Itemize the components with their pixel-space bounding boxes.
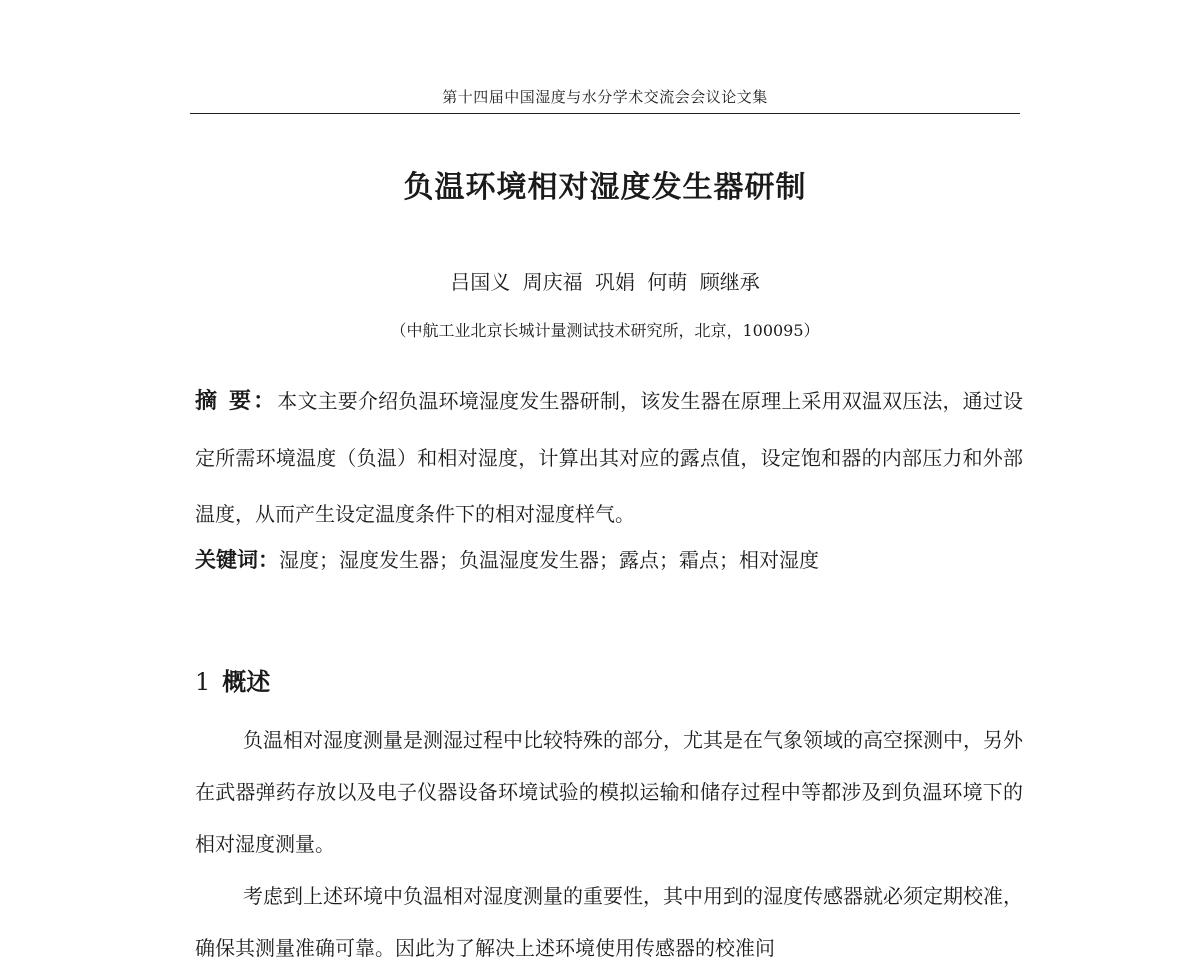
affiliation: （中航工业北京长城计量测试技术研究所，北京，100095） (390, 321, 820, 340)
section-title: 概述 (222, 668, 271, 696)
body-paragraph: 负温相对湿度测量是测湿过程中比较特殊的部分，尤其是在气象领域的高空探测中，另外在武器弹药存放以及电子仪器设备环境试验的模拟运输和储存过程中等都涉及到负温环境下的相对湿度测量。 (195, 728, 1023, 856)
section-heading (195, 662, 270, 697)
section-body (195, 714, 1023, 974)
abstract-label: 摘 要： (195, 389, 278, 414)
keywords-text: 湿度；湿度发生器；负温湿度发生器；露点；霜点；相对湿度 (279, 548, 819, 572)
abstract (195, 373, 1023, 542)
body-paragraph: 考虑到上述环境中负温相对湿度测量的重要性，其中用到的湿度传感器就必须定期校准，确保其测量准确可靠。因此为了解决上述环境使用传感器的校准问 (195, 884, 1023, 960)
abstract-text: 本文主要介绍负温环境湿度发生器研制，该发生器在原理上采用双温双压法，通过设定所需环境温度（负温）和相对湿度，计算出其对应的露点值，设定饱和器的内部压力和外部温度，从而产生设定温度条件下的相对湿度样气。 (195, 389, 1023, 526)
running-header: 第十四届中国湿度与水分学术交流会会议论文集 (442, 88, 768, 106)
section-number: 1 (195, 668, 211, 696)
paper-title: 负温环境相对湿度发生器研制 (403, 170, 807, 205)
author-list: 吕国义 周庆福 巩娟 何萌 顾继承 (450, 270, 760, 294)
header-rule (190, 113, 1020, 114)
keywords (195, 545, 1023, 575)
keywords-label: 关键词： (195, 548, 279, 572)
